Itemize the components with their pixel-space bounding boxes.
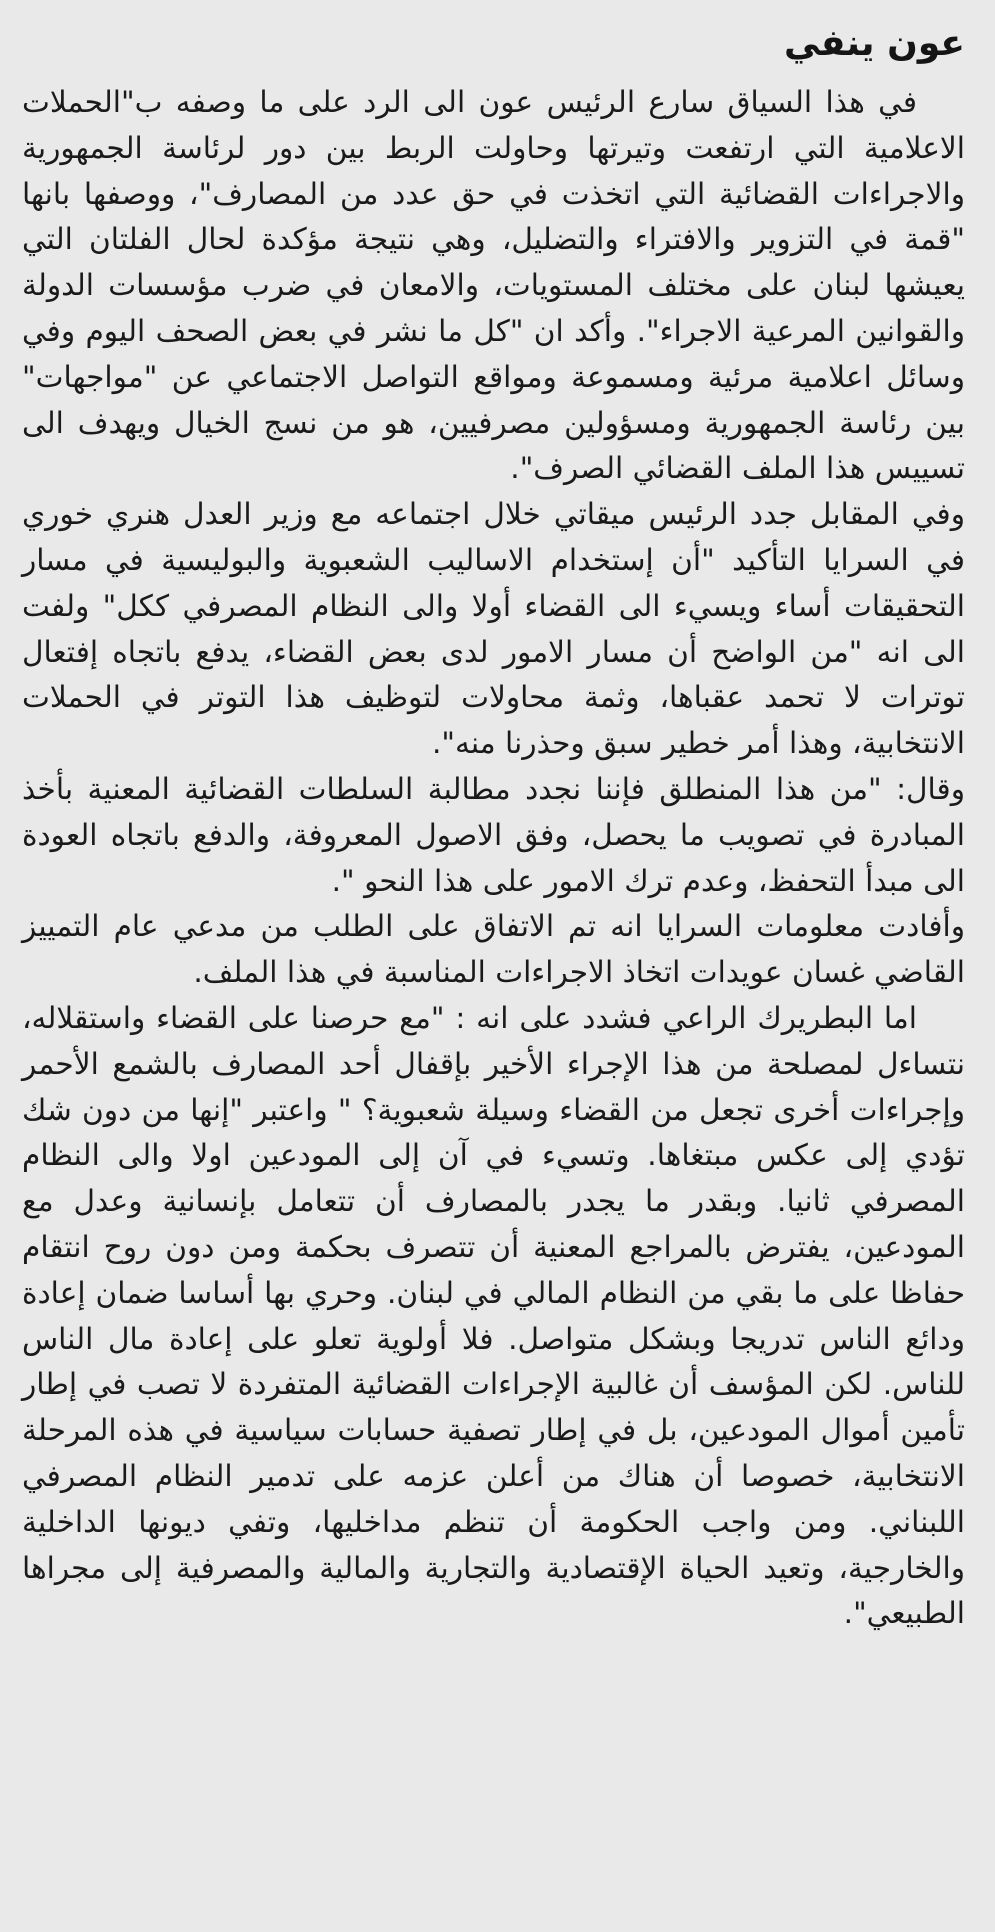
paragraph-mikati-quote: وقال: "من هذا المنطلق فإننا نجدد مطالبة السلطات القضائية المعنية بأخذ المبادرة في تصويب ما يحصل، وفق الاصول المعروفة، والدفع باتجاه العودة الى مبدأ التحفظ، وعدم ترك الامور على هذا النحو ". <box>22 771 965 898</box>
paragraph-serail-info: وأفادت معلومات السرايا انه تم الاتفاق على الطلب من مدعي عام التمييز القاضي غسان عويدات اتخاذ الاجراءات المناسبة في هذا الملف. <box>22 909 965 990</box>
paragraph-patriarch-rai: اما البطريرك الراعي فشدد على انه : "مع حرصنا على القضاء واستقلاله، نتساءل لمصلحة من هذا الإجراء الأخير بإقفال أحد المصارف بالشمع الأحمر وإجراءات أخرى تجعل من القضاء وسيلة شعبوية؟ " واعتبر "إنها من دون شك تؤدي إلى عكس مبتغاها. وتسيء في آن إلى المودعين اولا والى النظام المصرفي ثانيا. وبقدر ما يجدر بالمصارف أن تتعامل بإنسانية وعدل مع المودعين، يفترض بالمراجع المعنية أن تتصرف بحكمة ومن دون روح انتقام حفاظا على ما بقي من النظام المالي في لبنان. وحري بها أساسا ضمان إعادة ودائع الناس تدريجا وبشكل متواصل. فلا أولوية تعلو على إعادة مال الناس للناس. لكن المؤسف أن غالبية الإجراءات القضائية المتفردة لا تصب في إطار تأمين أموال المودعين، بل في إطار تصفية حسابات سياسية في هذه المرحلة الانتخابية، خصوصا أن هناك من أعلن عزمه على تدمير النظام المصرفي اللبناني. ومن واجب الحكومة أن تنظم مداخليها، وتفي ديونها الداخلية والخارجية، وتعيد الحياة الإقتصادية والتجارية والمالية والمصرفية إلى مجراها الطبيعي". <box>22 1000 965 1631</box>
paragraph-aoun-response: في هذا السياق سارع الرئيس عون الى الرد على ما وصفه ب"الحملات الاعلامية التي ارتفعت وتيرتها وحاولت الربط بين دور لرئاسة الجمهورية والاجراءات القضائية التي اتخذت في حق عدد من المصارف"، ووصفها بانها "قمة في التزوير والافتراء والتضليل، وهي نتيجة مؤكدة لحال الفلتان التي يعيشها لبنان على مختلف المستويات، والامعان في ضرب مؤسسات الدولة والقوانين المرعية الاجراء". وأكد ان "كل ما نشر في بعض الصحف اليوم وفي وسائل اعلامية مرئية ومسموعة ومواقع التواصل الاجتماعي عن "مواجهات" بين رئاسة الجمهورية ومسؤولين مصرفيين، هو من نسج الخيال ويهدف الى تسييس هذا الملف القضائي الصرف". <box>22 85 965 486</box>
article-body <box>22 80 965 1637</box>
article-headline: عون ينفي <box>784 23 965 64</box>
paragraph-mikati-statement: وفي المقابل جدد الرئيس ميقاتي خلال اجتماعه مع وزير العدل هنري خوري في السرايا التأكيد "أن إستخدام الاساليب الشعبوية والبوليسية في مسار التحقيقات أساء ويسيء الى القضاء أولا والى النظام المصرفي ككل" ولفت الى انه "من الواضح أن مسار الامور لدى بعض القضاء، يدفع باتجاه إفتعال توترات لا تحمد عقباها، وثمة محاولات لتوظيف هذا التوتر في الحملات الانتخابية، وهذا أمر خطير سبق وحذرنا منه". <box>22 497 965 761</box>
